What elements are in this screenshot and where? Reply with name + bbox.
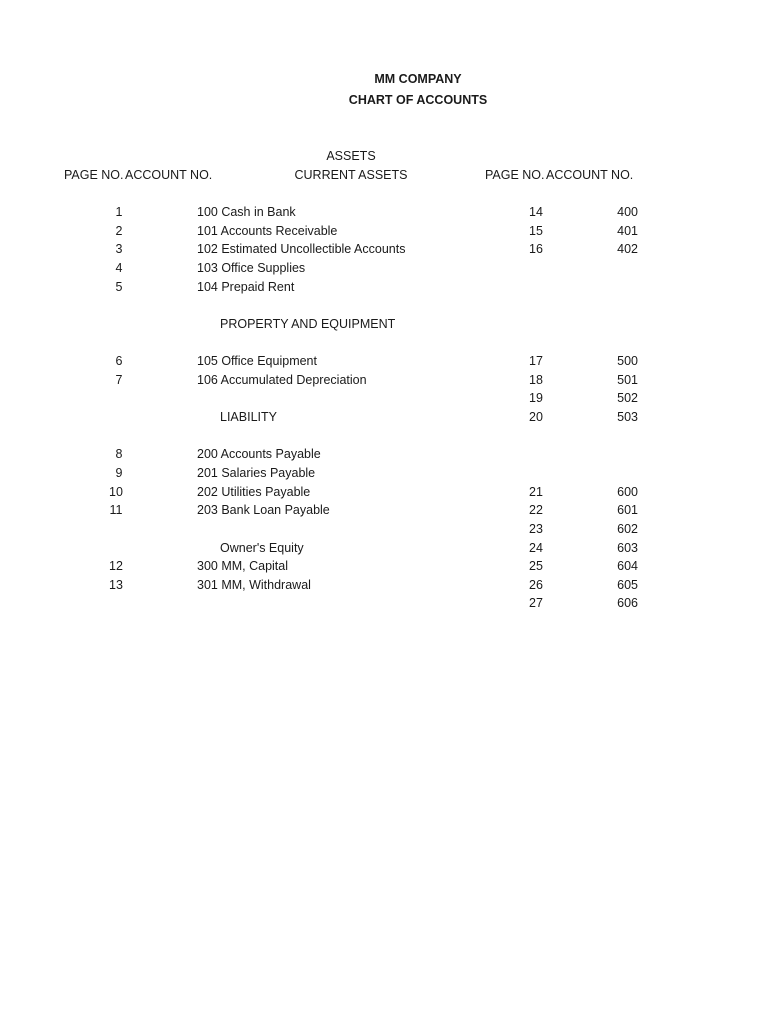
left-account: 106 Accumulated Depreciation [197,373,367,387]
right-account-no: 603 [617,541,638,555]
left-page-no: 12 [109,559,123,573]
right-account-no: 401 [617,224,638,238]
left-account: 102 Estimated Uncollectible Accounts [197,242,406,256]
right-account-no: 400 [617,205,638,219]
company-name: MM COMPANY [374,72,462,86]
left-account: 201 Salaries Payable [197,466,316,480]
page-title: CHART OF ACCOUNTS [348,93,488,107]
left-account: 202 Utilities Payable [197,485,311,499]
right-page-no-header: PAGE NO. [485,168,545,182]
section-owners-equity: Owner's Equity [220,541,304,555]
left-account: 301 MM, Withdrawal [197,578,311,592]
right-page-no: 24 [529,541,543,555]
right-account-no: 601 [617,503,638,517]
right-account-no: 602 [617,522,638,536]
section-liability: LIABILITY [220,410,277,424]
right-account-no-header: ACCOUNT NO. [546,168,634,182]
left-page-no: 8 [115,447,123,461]
right-page-no: 14 [529,205,543,219]
right-account-no: 402 [617,242,638,256]
left-account: 105 Office Equipment [197,354,317,368]
right-page-no: 15 [529,224,543,238]
right-account-no: 606 [617,596,638,610]
left-page-no: 3 [115,242,123,256]
right-account-no: 605 [617,578,638,592]
right-account-no: 501 [617,373,638,387]
left-account: 100 Cash in Bank [197,205,296,219]
left-account: 203 Bank Loan Payable [197,503,330,517]
right-account-no: 500 [617,354,638,368]
section-property-and-equipment: PROPERTY AND EQUIPMENT [220,317,396,331]
right-page-no: 22 [529,503,543,517]
left-account: 101 Accounts Receivable [197,224,338,238]
right-account-no: 503 [617,410,638,424]
right-page-no: 21 [529,485,543,499]
right-page-no: 23 [529,522,543,536]
current-assets-heading: CURRENT ASSETS [294,168,408,182]
left-page-no: 13 [109,578,123,592]
left-page-no: 6 [115,354,123,368]
right-page-no: 26 [529,578,543,592]
left-page-no: 5 [115,280,123,294]
right-account-no: 604 [617,559,638,573]
right-page-no: 19 [529,391,543,405]
left-account: 103 Office Supplies [197,261,306,275]
right-account-no: 600 [617,485,638,499]
left-page-no-header: PAGE NO. [64,168,124,182]
left-page-no: 9 [115,466,123,480]
left-page-no: 11 [109,503,123,517]
left-account: 104 Prepaid Rent [197,280,295,294]
left-account-no-header: ACCOUNT NO. [125,168,213,182]
left-account: 200 Accounts Payable [197,447,321,461]
right-page-no: 20 [529,410,543,424]
left-page-no: 7 [115,373,123,387]
left-page-no: 4 [115,261,123,275]
left-page-no: 1 [115,205,123,219]
right-page-no: 17 [529,354,543,368]
left-page-no: 10 [109,485,123,499]
right-page-no: 18 [529,373,543,387]
right-page-no: 16 [529,242,543,256]
right-page-no: 25 [529,559,543,573]
right-page-no: 27 [529,596,543,610]
assets-heading: ASSETS [326,149,376,163]
right-account-no: 502 [617,391,638,405]
left-account: 300 MM, Capital [197,559,289,573]
left-page-no: 2 [115,224,123,238]
